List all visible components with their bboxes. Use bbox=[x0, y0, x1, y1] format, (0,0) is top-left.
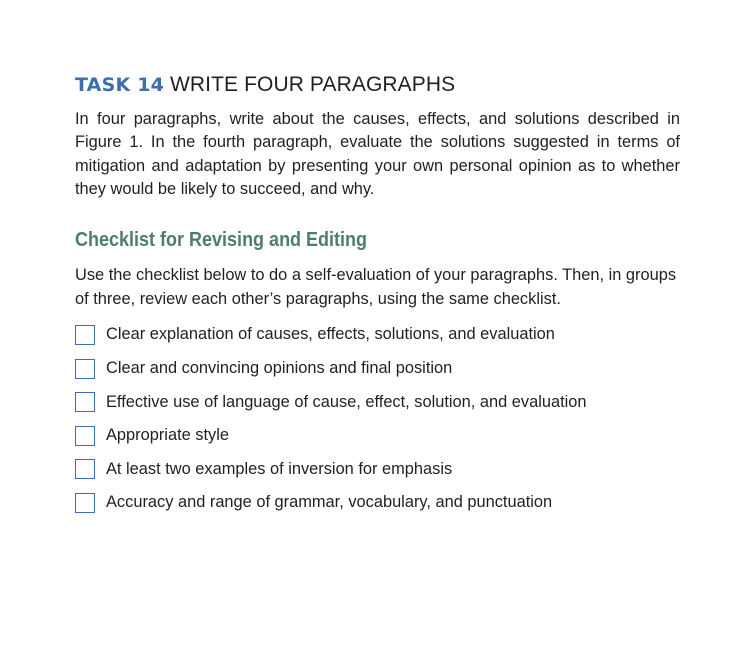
checklist-item bbox=[75, 352, 680, 386]
task-instructions-paragraph: In four paragraphs, write about the causes, effects, and solutions described in Figure 1. In the fourth paragraph, evaluate the solutions suggested in terms of mitigation and adaptation by presenting your own personal opinion as to whether they would be likely to succeed, and why. bbox=[75, 110, 680, 198]
checklist-item bbox=[75, 419, 680, 453]
checklist-item-label: Effective use of language of cause, effect, solution, and evaluation bbox=[106, 392, 587, 411]
checkbox[interactable] bbox=[75, 459, 95, 479]
document-page bbox=[75, 72, 680, 520]
checklist-item bbox=[75, 385, 680, 419]
checklist-heading: Checklist for Revising and Editing bbox=[75, 229, 368, 252]
checklist-item bbox=[75, 318, 680, 352]
checklist-item-label: At least two examples of inversion for emphasis bbox=[106, 459, 453, 478]
checklist-item-label: Appropriate style bbox=[106, 426, 229, 445]
task-title: WRITE FOUR PARAGRAPHS bbox=[170, 73, 456, 96]
task-number-label: TASK 14 bbox=[75, 74, 165, 96]
task-heading bbox=[75, 72, 680, 98]
checkbox[interactable] bbox=[75, 325, 95, 345]
checklist-item-label: Clear explanation of causes, effects, solutions, and evaluation bbox=[106, 325, 555, 344]
checklist-item bbox=[75, 486, 680, 520]
checklist-item-label: Clear and convincing opinions and final position bbox=[106, 359, 453, 378]
checklist-instructions: Use the checklist below to do a self-evaluation of your paragraphs. Then, in groups of three, review each other’s paragraphs, using the same checklist. bbox=[75, 266, 677, 308]
checkbox[interactable] bbox=[75, 426, 95, 446]
checklist bbox=[75, 318, 680, 520]
checkbox[interactable] bbox=[75, 392, 95, 412]
checklist-item-label: Accuracy and range of grammar, vocabulary, and punctuation bbox=[106, 493, 553, 512]
checklist-item bbox=[75, 453, 680, 487]
checkbox[interactable] bbox=[75, 359, 95, 379]
checkbox[interactable] bbox=[75, 493, 95, 513]
